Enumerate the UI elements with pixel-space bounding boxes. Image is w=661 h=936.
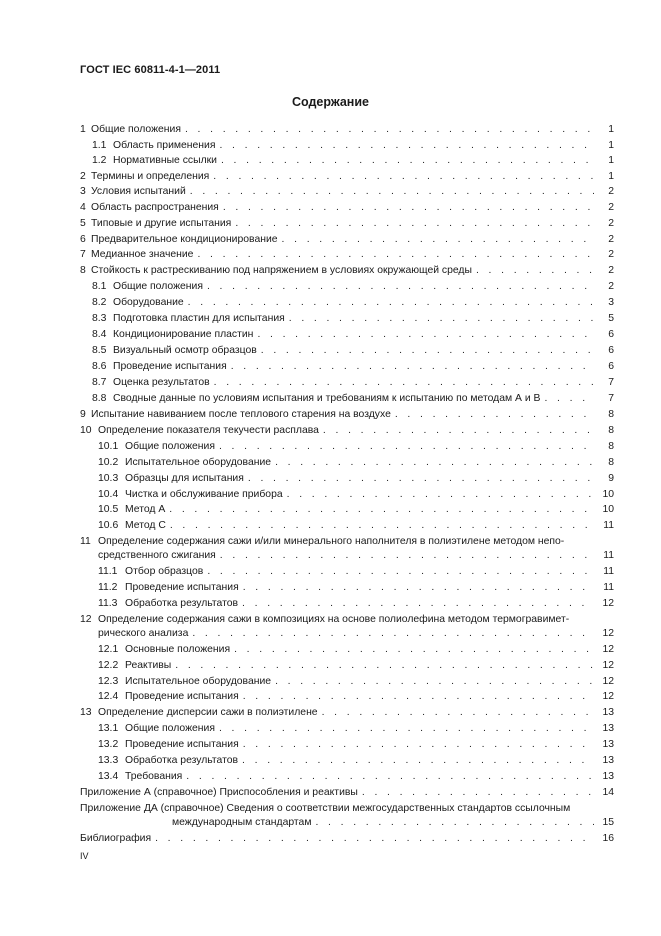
toc-entry[interactable] — [98, 627, 614, 641]
toc-entry-number: 12.1 — [98, 644, 119, 655]
dot-leader — [243, 581, 594, 595]
toc-entry-page: 10 — [602, 504, 614, 515]
toc-entry-number: 10.1 — [98, 441, 119, 452]
toc-entry-number: 4 — [80, 202, 86, 213]
toc-entry[interactable] — [98, 472, 614, 486]
toc-entry-title: Стойкость к растрескиванию под напряжением в условиях окружающей среды — [91, 265, 472, 276]
toc-entry-page: 8 — [608, 441, 614, 452]
toc-entry-title: Основные положения — [125, 644, 231, 655]
toc-entry[interactable] — [92, 139, 614, 153]
toc-entry-title: Чистка и обслуживание прибора — [125, 489, 283, 500]
toc-entry-page: 6 — [608, 345, 614, 356]
toc-entry-number: 1.2 — [92, 155, 107, 166]
toc-entry-bibliography[interactable] — [80, 832, 614, 846]
dot-leader — [544, 392, 594, 406]
toc-entry-first-line[interactable] — [80, 613, 569, 627]
toc-entry-title: Подготовка пластин для испытания — [113, 313, 285, 324]
toc-entry-page: 11 — [603, 582, 614, 593]
toc-entry-number: 3 — [80, 186, 86, 197]
dot-leader — [242, 754, 594, 768]
toc-entry[interactable] — [98, 565, 614, 579]
toc-entry[interactable] — [98, 488, 614, 502]
toc-entry-page: 6 — [608, 361, 614, 372]
toc-entry-number: 8.3 — [92, 313, 107, 324]
toc-entry-number: 13.2 — [98, 739, 119, 750]
document-code: ГОСТ IEC 60811-4-1—2011 — [80, 64, 221, 76]
dot-leader — [243, 690, 594, 704]
toc-entry-page: 9 — [608, 473, 614, 484]
toc-entry-title-continued: международным стандартам — [172, 817, 312, 828]
toc-entry-page: 13 — [602, 739, 614, 750]
toc-entry-page: 2 — [608, 218, 614, 229]
toc-entry-page: 8 — [608, 425, 614, 436]
toc-entry-title: Оборудование — [113, 297, 184, 308]
toc-entry-number: 8.6 — [92, 361, 107, 372]
dot-leader — [275, 675, 594, 689]
toc-entry-page: 5 — [608, 313, 614, 324]
dot-leader — [185, 123, 594, 137]
toc-entry[interactable] — [80, 233, 614, 247]
toc-entry[interactable] — [80, 217, 614, 231]
toc-entry[interactable] — [80, 706, 614, 720]
toc-entry[interactable] — [98, 770, 614, 784]
toc-entry[interactable] — [98, 690, 614, 704]
toc-entry-title: Испытательное оборудование — [125, 457, 272, 468]
toc-entry-title: Оценка результатов — [113, 377, 210, 388]
toc-entry-number: 11.2 — [98, 582, 118, 593]
toc-entry-page: 12 — [602, 660, 614, 671]
toc-entry-number: 1.1 — [92, 140, 107, 151]
toc-entry-page: 12 — [602, 691, 614, 702]
dot-leader — [186, 770, 594, 784]
toc-entry-page: 8 — [608, 409, 614, 420]
toc-entry[interactable] — [80, 185, 614, 199]
toc-entry-title: Определение показателя текучести расплава — [98, 425, 319, 436]
toc-entry-page: 2 — [608, 281, 614, 292]
dot-leader — [221, 154, 594, 168]
toc-entry-first-line[interactable] — [80, 535, 564, 549]
dot-leader — [207, 565, 594, 579]
toc-entry-page: 7 — [608, 393, 614, 404]
dot-leader — [235, 217, 594, 231]
toc-entry-number: 10.4 — [98, 489, 119, 500]
toc-entry-number: 5 — [80, 218, 86, 229]
toc-entry-title: Кондиционирование пластин — [113, 329, 254, 340]
toc-entry-title: Отбор образцов — [125, 566, 204, 577]
toc-entry-title: Определение дисперсии сажи в полиэтилене — [98, 707, 318, 718]
toc-entry-page: 10 — [602, 489, 614, 500]
dot-leader — [395, 408, 594, 422]
toc-entry-title: Испытание навиванием после теплового старения на воздухе — [91, 409, 391, 420]
dot-leader — [275, 456, 594, 470]
toc-entry-title-continued: средственного сжигания — [98, 550, 216, 561]
toc-entry-page: 15 — [602, 817, 614, 828]
dot-leader — [169, 503, 594, 517]
toc-entry-title: Метод А — [125, 504, 166, 515]
toc-entry[interactable] — [92, 280, 614, 294]
toc-entry[interactable] — [98, 440, 614, 454]
toc-entry-number: 8 — [80, 265, 86, 276]
dot-leader — [282, 233, 594, 247]
toc-entry-page: 1 — [608, 140, 614, 151]
toc-entry-title: Обработка результатов — [125, 598, 239, 609]
toc-entry[interactable] — [80, 123, 614, 137]
dot-leader — [243, 738, 594, 752]
toc-entry[interactable] — [92, 360, 614, 374]
dot-leader — [261, 344, 594, 358]
toc-entry-page: 2 — [608, 265, 614, 276]
toc-entry-number: 7 — [80, 249, 86, 260]
toc-entry-number: 10.6 — [98, 520, 119, 531]
toc-entry-title: Условия испытаний — [91, 186, 186, 197]
toc-entry-title: Проведение испытания — [125, 739, 239, 750]
toc-entry-title: Испытательное оборудование — [125, 676, 272, 687]
dot-leader — [192, 627, 594, 641]
toc-entry-page: 11 — [603, 550, 614, 561]
toc-entry-number: 12.2 — [98, 660, 119, 671]
toc-entry[interactable] — [92, 392, 614, 406]
toc-entry-number: 12.3 — [98, 676, 119, 687]
toc-entry[interactable] — [98, 519, 614, 533]
toc-entry-number: 10.2 — [98, 457, 119, 468]
toc-entry-page: 12 — [602, 644, 614, 655]
toc-entry-title: Общие положения — [125, 441, 215, 452]
toc-entry-number: 8.2 — [92, 297, 107, 308]
toc-entry-title: Медианное значение — [91, 249, 194, 260]
dot-leader — [322, 706, 594, 720]
toc-entry-number: 10.5 — [98, 504, 119, 515]
toc-entry-title: Обработка результатов — [125, 755, 239, 766]
toc-entry-page: 13 — [602, 723, 614, 734]
toc-entry-title: Библиография — [80, 833, 152, 844]
toc-entry-page: 8 — [608, 457, 614, 468]
toc-entry[interactable] — [92, 154, 614, 168]
page-number: IV — [80, 851, 89, 861]
toc-entry-title: Метод С — [125, 520, 166, 531]
toc-entry[interactable] — [98, 597, 614, 611]
toc-entry[interactable] — [80, 424, 614, 438]
dot-leader — [190, 185, 594, 199]
toc-entry-title: Предварительное кондиционирование — [91, 234, 278, 245]
toc-entry[interactable] — [92, 312, 614, 326]
dot-leader — [223, 201, 594, 215]
dot-leader — [170, 519, 594, 533]
toc-entry-page: 16 — [602, 833, 614, 844]
toc-entry-number: 12 — [80, 614, 92, 625]
toc-entry-page: 3 — [608, 297, 614, 308]
toc-entry[interactable] — [80, 264, 614, 278]
toc-entry-page: 6 — [608, 329, 614, 340]
toc-entry-title: Общие положения — [113, 281, 203, 292]
toc-entry-title: Нормативные ссылки — [113, 155, 217, 166]
toc-entry-title: Проведение испытания — [125, 691, 239, 702]
dot-leader — [197, 248, 594, 262]
toc-entry-appendix-a[interactable] — [80, 786, 614, 800]
toc-entry-page: 2 — [608, 202, 614, 213]
dot-leader — [234, 643, 594, 657]
toc-entry-number: 2 — [80, 171, 86, 182]
dot-leader — [188, 296, 594, 310]
toc-entry-title: Проведение испытания — [113, 361, 227, 372]
dot-leader — [257, 328, 594, 342]
toc-entry-page: 14 — [602, 787, 614, 798]
toc-entry-number: 6 — [80, 234, 86, 245]
dot-leader — [155, 832, 594, 846]
toc-entry-number: 10 — [80, 425, 92, 436]
dot-leader — [220, 549, 594, 563]
toc-entry-number: 8.8 — [92, 393, 107, 404]
toc-entry-page: 7 — [608, 377, 614, 388]
toc-entry-page: 11 — [603, 520, 614, 531]
toc-entry-title: Термины и определения — [91, 171, 210, 182]
toc-entry[interactable] — [92, 344, 614, 358]
dot-leader — [287, 488, 594, 502]
toc-entry-title: Образцы для испытания — [125, 473, 244, 484]
dot-leader — [362, 786, 594, 800]
toc-entry-title: Определение содержания сажи и/или минерального наполнителя в полиэтилене методом непо- — [98, 536, 565, 547]
toc-entry-number: 8.5 — [92, 345, 107, 356]
toc-entry-number: 13.1 — [98, 723, 119, 734]
toc-entry-title: Определение содержания сажи в композициях на основе полиолефина методом термогравимет- — [98, 614, 570, 625]
toc-entry-page: 2 — [608, 249, 614, 260]
dot-leader — [219, 440, 594, 454]
toc-entry[interactable] — [98, 581, 614, 595]
toc-entry-title: Приложение А (справочное) Приспособления и реактивы — [80, 787, 358, 798]
toc-entry-page: 12 — [602, 628, 614, 639]
dot-leader — [219, 139, 594, 153]
toc-entry-number: 13.4 — [98, 771, 119, 782]
toc-entry-number: 11 — [80, 536, 91, 547]
toc-entry-appendix-da[interactable] — [172, 816, 614, 830]
toc-entry[interactable] — [92, 376, 614, 390]
toc-entry[interactable] — [98, 643, 614, 657]
toc-entry-page: 1 — [608, 171, 614, 182]
toc-entry-number: 8.7 — [92, 377, 107, 388]
toc-entry-title: Типовые и другие испытания — [91, 218, 232, 229]
toc-entry-title: Реактивы — [125, 660, 172, 671]
toc-entry-number: 10.3 — [98, 473, 119, 484]
toc-entry-title: Приложение ДА (справочное) Сведения о соответствии межгосударственных стандартов ссылочным — [80, 803, 571, 814]
toc-entry[interactable] — [80, 170, 614, 184]
toc-entry[interactable] — [98, 754, 614, 768]
dot-leader — [476, 264, 594, 278]
toc-entry[interactable] — [98, 456, 614, 470]
toc-entry[interactable] — [80, 408, 614, 422]
dot-leader — [242, 597, 594, 611]
dot-leader — [231, 360, 594, 374]
toc-entry[interactable] — [80, 248, 614, 262]
toc-entry-page: 13 — [602, 771, 614, 782]
toc-entry-appendix-da-first-line[interactable] — [80, 802, 570, 816]
toc-entry-number: 11.3 — [98, 598, 118, 609]
toc-entry-page: 13 — [602, 755, 614, 766]
toc-entry-title: Визуальный осмотр образцов — [113, 345, 257, 356]
toc-entry-page: 2 — [608, 186, 614, 197]
toc-entry-title: Требования — [125, 771, 183, 782]
toc-entry-number: 1 — [80, 124, 86, 135]
toc-entry[interactable] — [80, 201, 614, 215]
dot-leader — [214, 376, 594, 390]
toc-entry-number: 8.1 — [92, 281, 107, 292]
dot-leader — [207, 280, 594, 294]
dot-leader — [219, 722, 594, 736]
toc-entry[interactable] — [92, 296, 614, 310]
dot-leader — [289, 312, 594, 326]
toc-entry-number: 13.3 — [98, 755, 119, 766]
toc-entry-page: 13 — [602, 707, 614, 718]
toc-entry-title: Область распространения — [91, 202, 219, 213]
toc-entry-page: 1 — [608, 155, 614, 166]
toc-entry[interactable] — [98, 722, 614, 736]
toc-entry-title: Проведение испытания — [125, 582, 239, 593]
toc-entry-title: Общие положения — [125, 723, 215, 734]
dot-leader — [315, 816, 594, 830]
toc-entry-page: 11 — [603, 566, 614, 577]
toc-entry-title: Область применения — [113, 140, 216, 151]
toc-entry[interactable] — [98, 549, 614, 563]
toc-entry-title: Общие положения — [91, 124, 181, 135]
toc-entry-number: 11.1 — [98, 566, 118, 577]
toc-entry[interactable] — [98, 503, 614, 517]
toc-entry[interactable] — [98, 738, 614, 752]
toc-entry-page: 12 — [602, 598, 614, 609]
toc-entry[interactable] — [98, 675, 614, 689]
toc-title: Содержание — [291, 95, 369, 109]
toc-entry[interactable] — [98, 659, 614, 673]
toc-entry-number: 12.4 — [98, 691, 119, 702]
toc-entry-page: 2 — [608, 234, 614, 245]
dot-leader — [175, 659, 594, 673]
toc-entry-number: 8.4 — [92, 329, 107, 340]
toc-entry-page: 12 — [602, 676, 614, 687]
toc-entry-number: 9 — [80, 409, 86, 420]
dot-leader — [248, 472, 594, 486]
toc-entry[interactable] — [92, 328, 614, 342]
dot-leader — [323, 424, 594, 438]
toc-entry-number: 13 — [80, 707, 92, 718]
toc-entry-page: 1 — [608, 124, 614, 135]
toc-entry-title: Сводные данные по условиям испытания и требованиям к испытанию по методам А и В — [113, 393, 541, 404]
dot-leader — [213, 170, 594, 184]
toc-entry-title-continued: рического анализа — [98, 628, 189, 639]
